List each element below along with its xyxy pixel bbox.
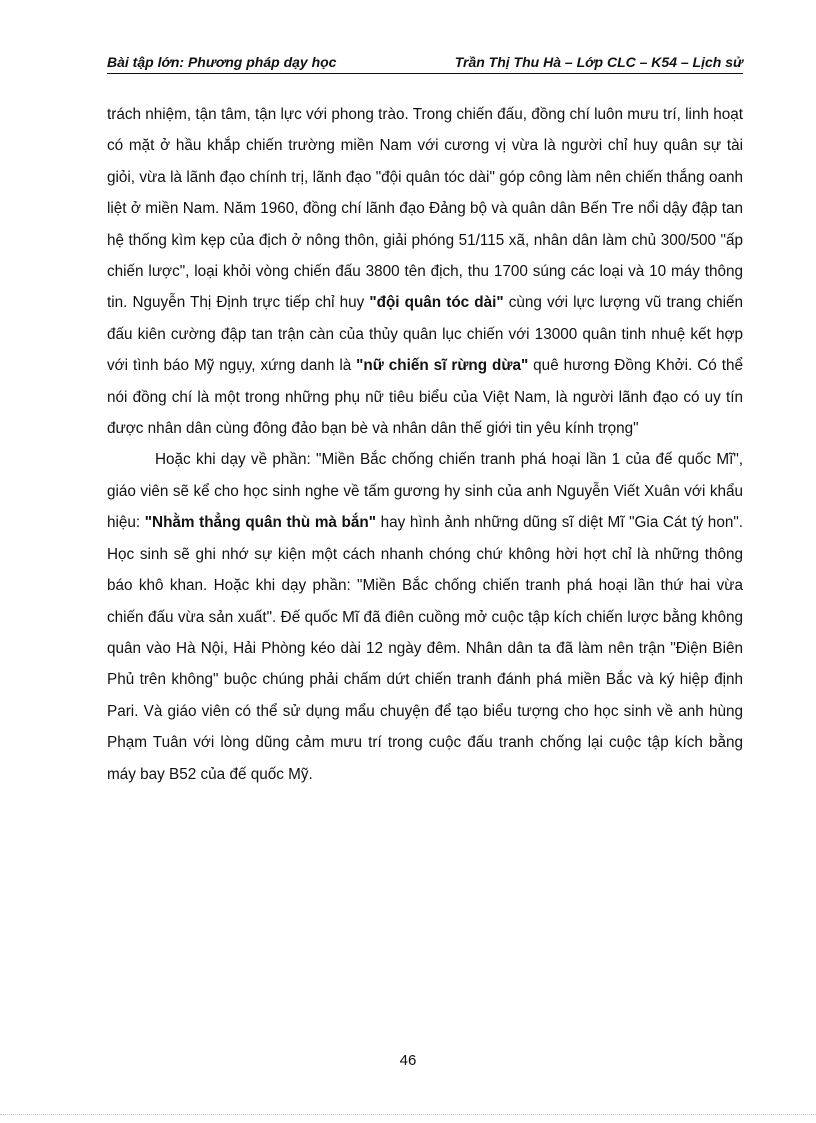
paragraph-1 <box>107 99 743 444</box>
header-author-info: Trần Thị Thu Hà – Lớp CLC – K54 – Lịch sử <box>454 54 743 70</box>
paragraph-2-text-1: Hoặc khi dạy về phần: "Miền Bắc chống chiến tranh phá hoại lần 1 của đế quốc Mĩ", giáo viên sẽ kể cho học sinh nghe về tấm gương hy sinh của anh Nguyễn Viết Xuân với khẩu hiệu: <box>107 451 743 532</box>
header-course-title: Bài tập lớn: Phương pháp dạy học <box>107 54 337 70</box>
document-body <box>107 99 743 790</box>
paragraph-2 <box>107 444 743 789</box>
page-bottom-rule <box>0 1114 816 1115</box>
paragraph-1-text-1: trách nhiệm, tận tâm, tận lực với phong trào. Trong chiến đấu, đồng chí luôn mưu trí, linh hoạt có mặt ở hầu khắp chiến trường miền Nam với cương vị vừa là người chỉ huy quân sự tài giỏi, vừa là lãnh đạo chính trị, lãnh đạo "đội quân tóc dài" góp công làm nên chiến thắng oanh liệt ở miền Nam. Năm 1960, đồng chí lãnh đạo Đảng bộ và quân dân Bến Tre nổi dậy đập tan hệ thống kìm kẹp của địch ở nông thôn, giải phóng 51/115 xã, nhân dân làm chủ 300/500 "ấp chiến lược", loại khỏi vòng chiến đấu 3800 tên địch, thu 1700 súng các loại và 10 máy thông tin. Nguyễn Thị Định trực tiếp chỉ huy <box>107 106 743 312</box>
page-header <box>107 52 743 74</box>
paragraph-1-text-3: quê hương Đồng Khởi. Có thể nói đồng chí là một trong những phụ nữ tiêu biểu của Việt Nam, là người lãnh đạo có uy tín được nhân dân cùng đông đảo bạn bè và nhân dân thế giới tin yêu kính trọng" <box>107 357 743 438</box>
paragraph-1-bold-1: "đội quân tóc dài" <box>369 294 504 312</box>
paragraph-1-text-2: cùng với lực lượng vũ trang chiến đấu kiên cường đập tan trận càn của thủy quân lục chiến với 13000 quân tinh nhuệ kết hợp với tình báo Mỹ ngụy, xứng danh là <box>107 294 744 375</box>
paragraph-1-bold-2: "nữ chiến sĩ rừng dừa" <box>356 357 529 375</box>
page-number: 46 <box>399 1052 417 1069</box>
paragraph-2-bold-1: "Nhằm thẳng quân thù mà bắn" <box>144 514 376 532</box>
paragraph-2-text-2: hay hình ảnh những dũng sĩ diệt Mĩ "Gia Cát tý hon". Học sinh sẽ ghi nhớ sự kiện một cách nhanh chóng chứ không hời hợt chỉ là những thông báo khô khan. Hoặc khi dạy phần: "Miền Bắc chống chiến tranh phá hoại lần thứ hai vừa chiến đấu vừa sản xuất". Đế quốc Mĩ đã điên cuồng mở cuộc tập kích chiến lược bằng không quân vào Hà Nội, Hải Phòng kéo dài 12 ngày đêm. Nhân dân ta đã làm nên trận "Điện Biên Phủ trên không" buộc chúng phải chấm dứt chiến tranh đánh phá miền Bắc và ký hiệp định Pari. Và giáo viên có thể sử dụng mẩu chuyện để tạo biểu tượng cho học sinh về anh hùng Phạm Tuân với lòng dũng cảm mưu trí trong cuộc đấu tranh chống lại cuộc tập kích bằng máy bay B52 của đế quốc Mỹ. <box>107 514 744 783</box>
